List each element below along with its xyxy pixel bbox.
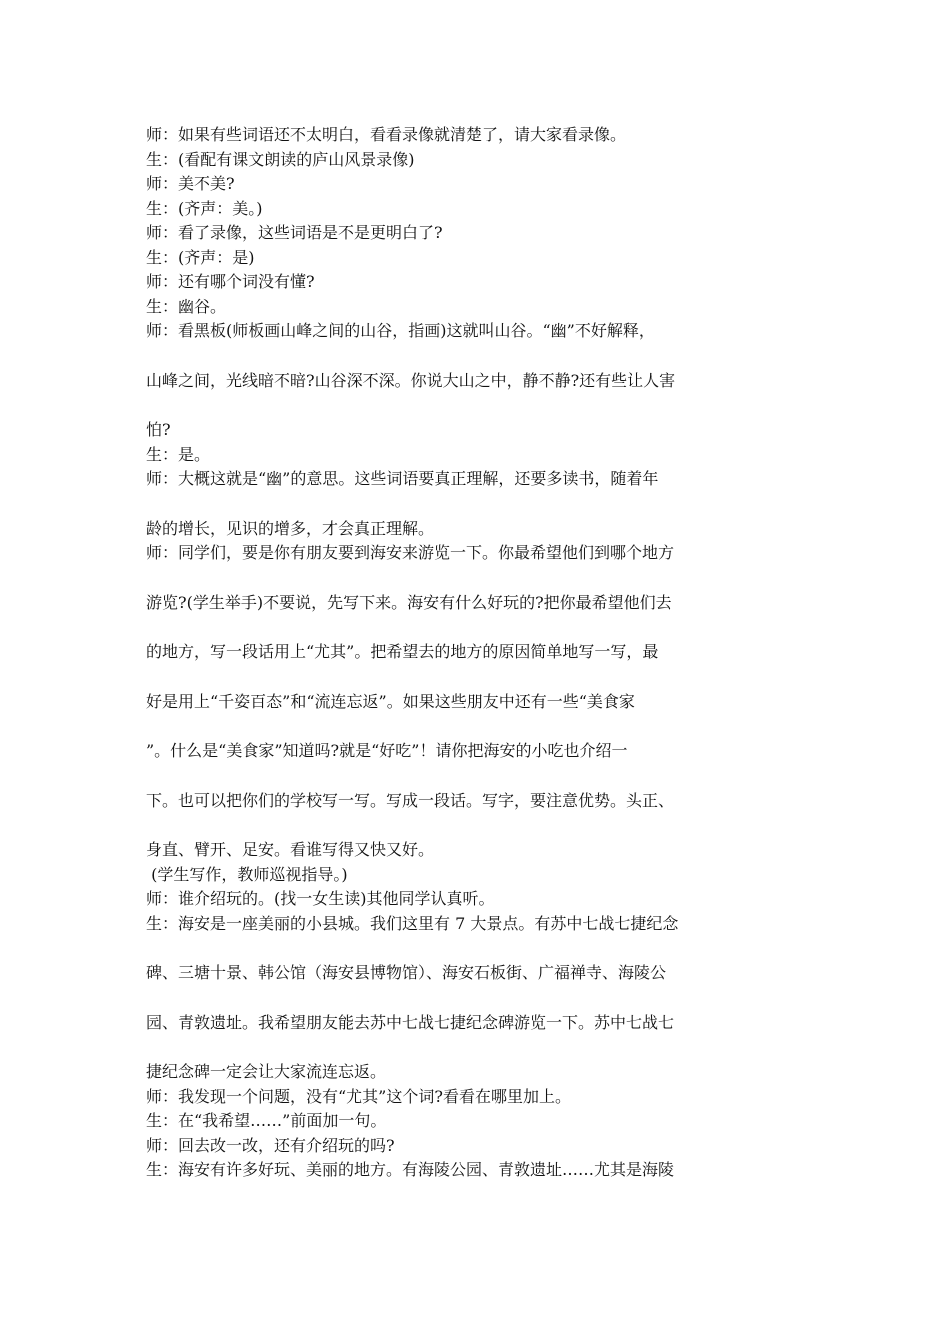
text-line: 下。也可以把你们的学校写一写。写成一段话。写字，要注意优势。头正、 bbox=[146, 790, 675, 810]
text-line: 师：回去改一改，还有介绍玩的吗? bbox=[146, 1135, 395, 1155]
text-line: 碑、三塘十景、韩公馆（海安县博物馆）、海安石板街、广福禅寺、海陵公 bbox=[146, 963, 667, 982]
text-line: 游览?(学生举手)不要说，先写下来。海安有什么好玩的?把你最希望他们去 bbox=[146, 592, 672, 612]
text-line: 师：大概这就是“幽”的意思。这些词语要真正理解，还要多读书，随着年 bbox=[146, 469, 659, 488]
text-line: 师：美不美? bbox=[146, 174, 235, 193]
text-line: 师：如果有些词语还不太明白，看看录像就清楚了，请大家看录像。 bbox=[146, 125, 627, 144]
text-line: 师：看黑板(师板画山峰之间的山谷，指画)这就叫山谷。“幽”不好解释， bbox=[146, 321, 655, 340]
text-line: 身直、臂开、足安。看谁写得又快又好。 bbox=[146, 840, 435, 859]
text-line: 师：还有哪个词没有懂? bbox=[146, 272, 315, 291]
text-line: 生：(看配有课文朗读的庐山风景录像) bbox=[146, 149, 415, 169]
text-line: 龄的增长，见识的增多，才会真正理解。 bbox=[146, 518, 435, 538]
text-line: 生：(齐声：是) bbox=[146, 247, 255, 267]
text-line: 山峰之间，光线暗不暗?山谷深不深。你说大山之中，静不静?还有些让人害 bbox=[146, 370, 676, 390]
text-line: 的地方，写一段话用上“尤其”。把希望去的地方的原因简单地写一写，最 bbox=[146, 642, 659, 661]
text-line: 师：同学们，要是你有朋友要到海安来游览一下。你最希望他们到哪个地方 bbox=[146, 543, 675, 562]
text-line: ”。什么是“美食家”知道吗?就是“好吃”！请你把海安的小吃也介绍一 bbox=[146, 741, 628, 760]
document-body bbox=[146, 123, 716, 1183]
text-line: 生：幽谷。 bbox=[146, 296, 227, 316]
text-line: 师：我发现一个问题，没有“尤其”这个词?看看在哪里加上。 bbox=[146, 1086, 571, 1106]
text-line: 捷纪念碑一定会让大家流连忘返。 bbox=[146, 1062, 387, 1081]
text-line: 师：看了录像，这些词语是不是更明白了? bbox=[146, 223, 443, 242]
text-line: 生：是。 bbox=[146, 444, 211, 464]
text-line: 师：谁介绍玩的。(找一女生读)其他同学认真听。 bbox=[146, 889, 495, 908]
text-line: 生：海安有许多好玩、美丽的地方。有海陵公园、青敦遗址……尤其是海陵 bbox=[146, 1160, 675, 1179]
text-line: 生：海安是一座美丽的小县城。我们这里有 7 大景点。有苏中七战七捷纪念 bbox=[146, 913, 679, 933]
text-line: (学生写作，教师巡视指导。) bbox=[146, 864, 348, 884]
text-line: 怕? bbox=[146, 420, 171, 439]
text-line: 生：(齐声：美。) bbox=[146, 198, 263, 218]
text-line: 园、青敦遗址。我希望朋友能去苏中七战七捷纪念碑游览一下。苏中七战七 bbox=[146, 1012, 675, 1032]
text-line: 好是用上“千姿百态”和“流连忘返”。如果这些朋友中还有一些“美食家 bbox=[146, 691, 635, 711]
text-line: 生：在“我希望……”前面加一句。 bbox=[146, 1111, 387, 1130]
